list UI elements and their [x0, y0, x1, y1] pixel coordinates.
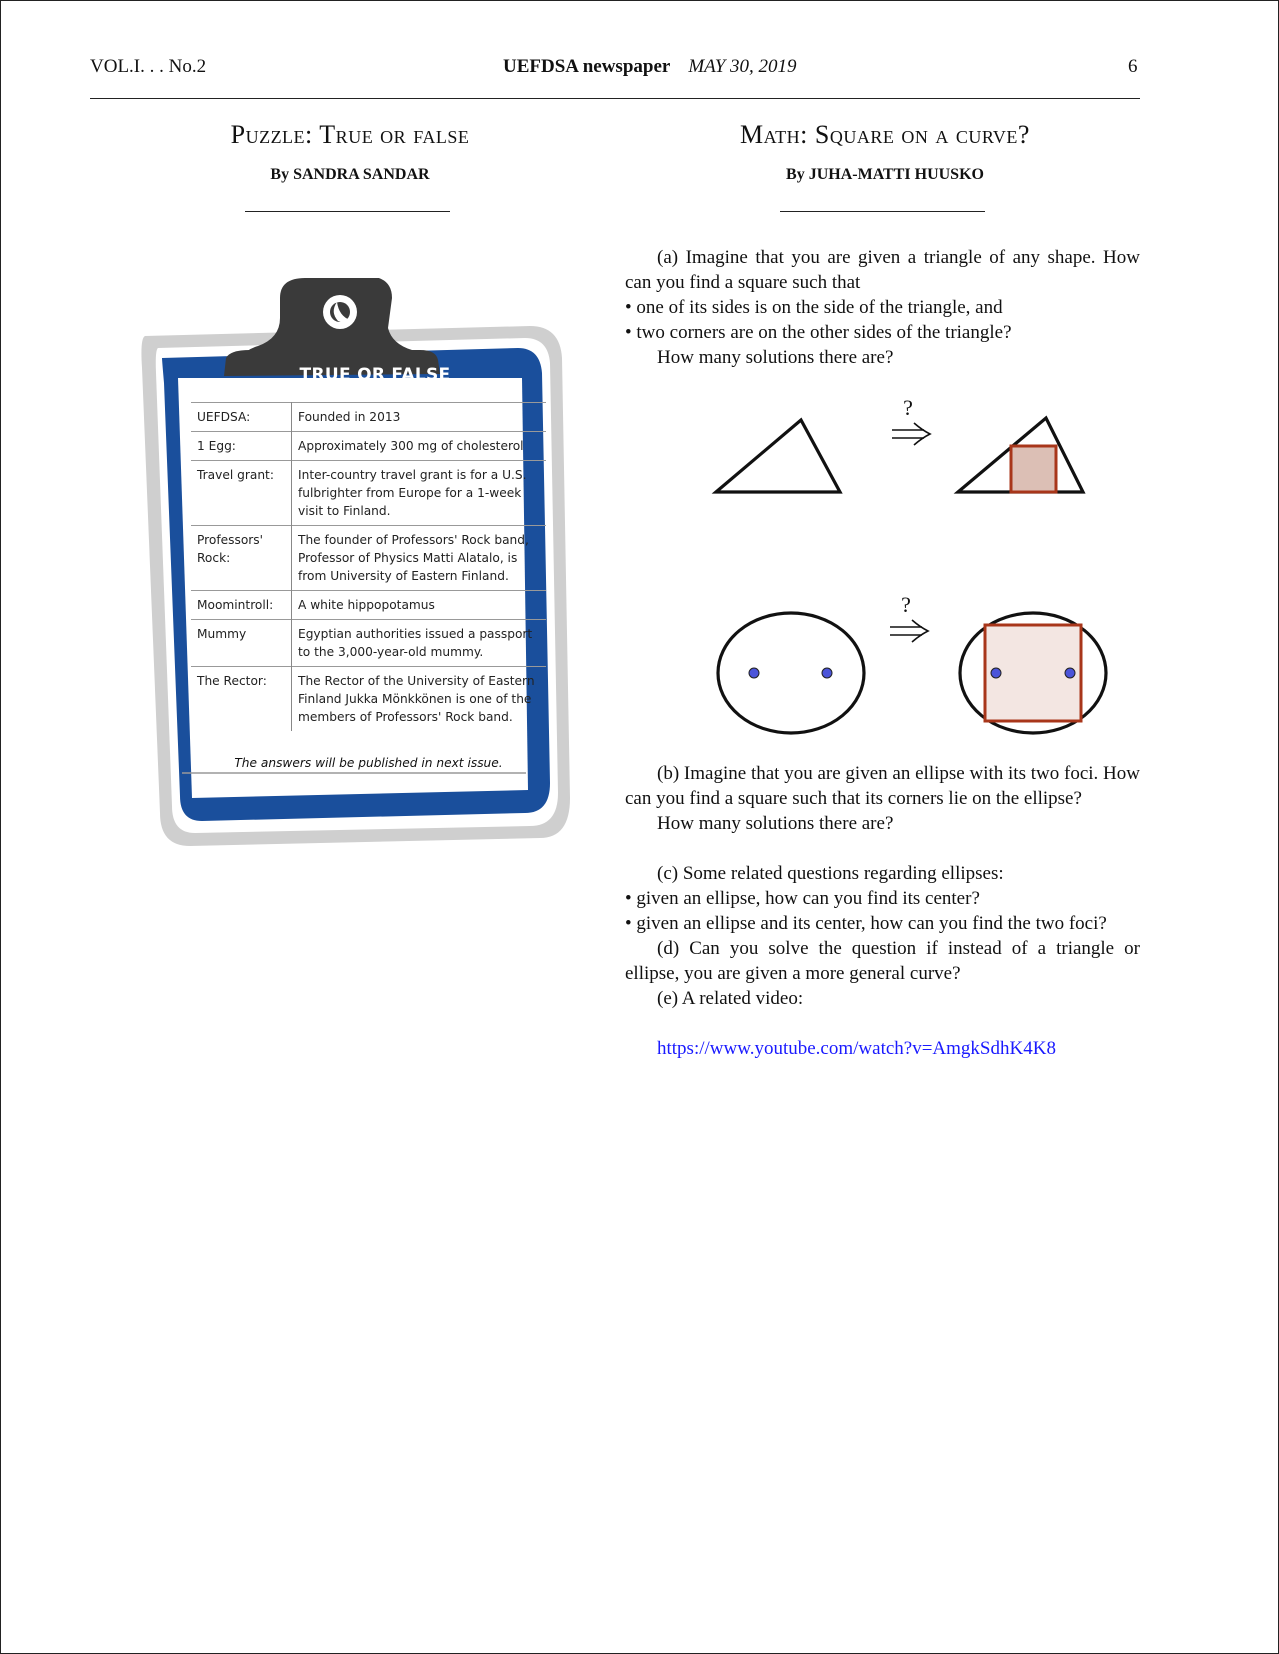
table-row — [191, 432, 546, 461]
part-b-intro: (b) Imagine that you are given an ellipse with its two foci. How can you find a square such that its corners lie on the ellipse? — [625, 763, 1140, 809]
table-row — [191, 403, 546, 432]
left-article-title: Puzzle: True or false — [230, 120, 470, 149]
table-row — [191, 620, 546, 667]
row-value: The founder of Professors' Rock band, Professor of Physics Matti Alatalo, is from University of Eastern Finland. — [298, 533, 529, 583]
row-key: Travel grant: — [191, 461, 292, 526]
focus-dot — [1065, 668, 1075, 678]
focus-dot — [991, 668, 1001, 678]
issue-date: MAY 30, 2019 — [688, 56, 797, 77]
row-key: Professors' Rock: — [191, 526, 292, 591]
right-article-byline: By JUHA-MATTI HUUSKO — [786, 166, 984, 183]
square-on-curve-figure — [700, 390, 1120, 740]
part-a-bullet-1: • one of its sides is on the side of the triangle, and — [625, 297, 1003, 318]
left-byline-rule — [245, 211, 450, 212]
ellipse-shape — [718, 613, 864, 733]
part-a-text — [625, 245, 1140, 370]
part-c-bullet-1: • given an ellipse, how can you find its center? — [625, 888, 980, 909]
row-key: Moomintroll: — [191, 591, 292, 620]
masthead — [503, 56, 797, 78]
row-value: Inter-country travel grant is for a U.S. fulbrighter from Europe for a 1-week visit to Finland. — [298, 468, 527, 518]
part-a-question: How many solutions there are? — [657, 347, 894, 368]
table-row — [191, 667, 546, 732]
left-article-byline: By SANDRA SANDAR — [270, 166, 430, 183]
video-link[interactable]: https://www.youtube.com/watch?v=AmgkSdhK4K8 — [657, 1038, 1056, 1059]
row-value: Approximately 300 mg of cholesterol — [298, 439, 524, 453]
table-row — [191, 526, 546, 591]
focus-dot — [822, 668, 832, 678]
part-a-intro: (a) Imagine that you are given a triangle of any shape. How can you find a square such that — [625, 247, 1140, 293]
part-b-text — [625, 761, 1140, 836]
row-value: Egyptian authorities issued a passport to the 3,000-year-old mummy. — [298, 627, 533, 659]
question-mark-top: ? — [903, 395, 913, 420]
row-key: 1 Egg: — [191, 432, 292, 461]
row-value: Founded in 2013 — [298, 410, 401, 424]
table-row — [191, 591, 546, 620]
row-key: Mummy — [191, 620, 292, 667]
row-key: UEFDSA: — [191, 403, 292, 432]
inscribed-square-triangle — [1011, 446, 1056, 492]
implies-arrow-bottom — [890, 620, 928, 642]
part-c-bullet-2: • given an ellipse and its center, how can you find the two foci? — [625, 913, 1107, 934]
part-d-text: (d) Can you solve the question if instead of a triangle or ellipse, you are given a more general curve? — [625, 938, 1140, 984]
part-e-text: (e) A related video: — [657, 988, 804, 1009]
implies-arrow-top — [892, 423, 930, 445]
part-c-intro: (c) Some related questions regarding ellipses: — [657, 863, 1004, 884]
true-false-table — [191, 402, 546, 731]
question-mark-bottom: ? — [901, 592, 911, 617]
focus-dot — [749, 668, 759, 678]
triangle-shape — [716, 420, 840, 492]
part-b-question: How many solutions there are? — [657, 813, 894, 834]
row-key: The Rector: — [191, 667, 292, 732]
part-a-bullet-2: • two corners are on the other sides of the triangle? — [625, 322, 1012, 343]
volume-label: VOL.I. . . No.2 — [90, 56, 207, 77]
paper-name: UEFDSA newspaper — [503, 56, 671, 77]
clipboard-note: The answers will be published in next issue. — [234, 756, 503, 770]
header-rule — [90, 98, 1140, 99]
right-article-title: Math: Square on a curve? — [740, 120, 1030, 149]
row-value: A white hippopotamus — [298, 598, 435, 612]
part-c-e-text — [625, 861, 1140, 1011]
clipboard-heading: TRUE OR FALSE — [299, 365, 451, 385]
page-number: 6 — [1128, 56, 1138, 77]
row-value: The Rector of the University of Eastern Finland Jukka Mönkkönen is one of the members of Professors' Rock band. — [298, 674, 535, 724]
right-byline-rule — [780, 211, 985, 212]
table-row — [191, 461, 546, 526]
